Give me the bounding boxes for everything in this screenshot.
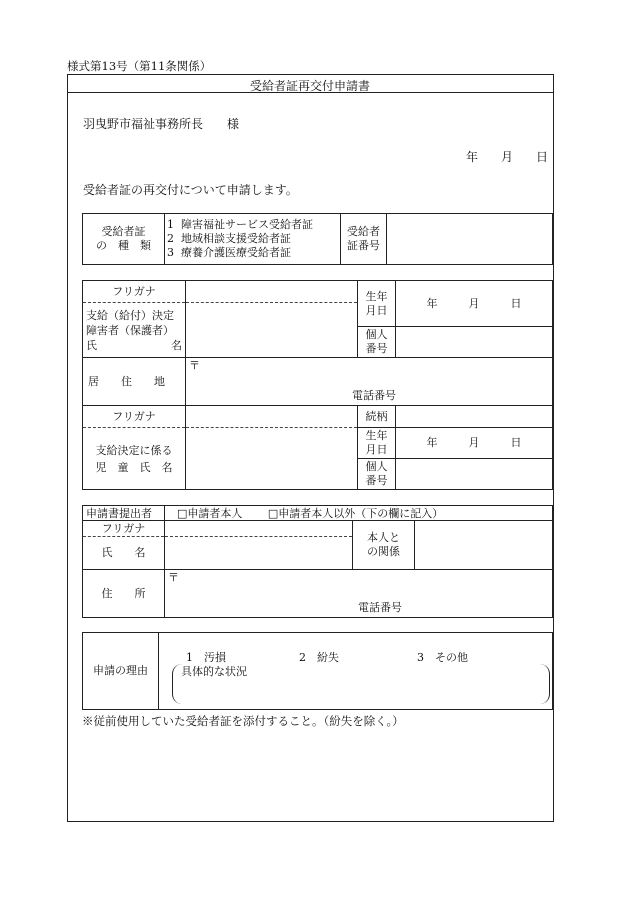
applicant-address-field[interactable] <box>186 358 553 406</box>
submitter-table <box>82 505 553 618</box>
applicant-birth-label-1: 生年 <box>365 289 388 303</box>
cert-type-options <box>165 214 341 265</box>
applicant-birth-year: 年 <box>426 296 438 310</box>
applicant-address-label-text: 居 住 地 <box>88 374 165 388</box>
submitter-furigana-field[interactable] <box>165 521 353 537</box>
submitter-relation-label-1: 本人と <box>367 531 400 544</box>
submitter-postal-mark: 〒 <box>168 571 179 584</box>
submitter-phone-label: 電話番号 <box>358 601 402 614</box>
child-birth-label-1: 生年 <box>365 429 388 442</box>
applicant-personal-no-label <box>358 327 396 358</box>
child-personal-no-label-1: 個人 <box>365 460 388 473</box>
submitter-furigana-label: フリガナ <box>83 521 165 537</box>
applicant-name-label-3a: 氏 <box>86 338 97 352</box>
applicant-table <box>82 280 553 490</box>
cert-type-table <box>82 213 553 265</box>
applicant-birth-label-2: 月日 <box>365 303 388 317</box>
reason-option-3[interactable]: 3 その他 <box>417 651 468 664</box>
cert-number-label <box>341 214 387 265</box>
form-title: 受給者証再交付申請書 <box>249 79 370 93</box>
reason-detail-label: 具体的な状況 <box>181 665 247 678</box>
attachment-note: ※従前使用していた受給者証を添付すること。（紛失を除く。） <box>82 714 404 728</box>
submitter-relation-field[interactable] <box>415 521 553 570</box>
applicant-name-label-3b: 名 <box>171 338 182 352</box>
child-name-label <box>83 428 186 490</box>
cert-number-label-1: 受給者 <box>347 225 380 238</box>
form-number: 様式第13号（第11条関係） <box>67 59 212 73</box>
submitter-option-self[interactable]: □申請者本人 <box>177 506 243 520</box>
applicant-name-label-1: 支給（給付）決定 <box>86 308 174 322</box>
reason-option-2[interactable]: 2 紛失 <box>299 651 339 664</box>
submitter-option-other[interactable]: □申請者本人以外（下の欄に記入） <box>267 506 444 520</box>
cert-type-label-1: 受給者証 <box>101 225 146 238</box>
date-month: 月 <box>500 150 513 164</box>
applicant-furigana-label: フリガナ <box>83 281 186 303</box>
child-furigana-label: フリガナ <box>83 406 186 428</box>
child-name-label-2: 児 童 氏 名 <box>95 460 173 474</box>
applicant-birth-field[interactable] <box>396 281 553 327</box>
date-year: 年 <box>466 150 479 164</box>
child-birth-label <box>358 428 396 459</box>
submitter-address-label: 住 所 <box>83 570 165 618</box>
child-personal-no-field[interactable] <box>396 459 553 490</box>
applicant-birth-label <box>358 281 396 327</box>
cert-option-1-label: 障害福祉サービス受給者証 <box>181 218 313 231</box>
applicant-birth-month: 月 <box>468 296 480 310</box>
addressee: 羽曳野市福祉事務所長 様 <box>83 117 240 131</box>
cert-option-2[interactable] <box>167 232 337 246</box>
cert-option-2-num: 2 <box>167 232 174 245</box>
submitter-address-field[interactable] <box>165 570 553 618</box>
applicant-personal-no-label-2: 番号 <box>365 342 388 355</box>
child-birth-day: 日 <box>510 436 522 449</box>
applicant-personal-no-label-1: 個人 <box>365 328 388 341</box>
child-name-field[interactable] <box>186 428 358 490</box>
cert-number-label-2: 証番号 <box>347 239 380 252</box>
child-birth-month: 月 <box>468 436 480 449</box>
cert-number-field[interactable] <box>387 214 553 265</box>
cert-option-1[interactable] <box>167 218 337 232</box>
submitter-name-field[interactable] <box>165 537 353 570</box>
submitter-relation-label <box>353 521 415 570</box>
child-birth-field[interactable] <box>396 428 553 459</box>
applicant-phone-label: 電話番号 <box>352 389 396 402</box>
applicant-furigana-field[interactable] <box>186 281 358 303</box>
applicant-birth-day: 日 <box>510 296 522 310</box>
cert-option-1-num: 1 <box>167 218 174 231</box>
cert-option-2-label: 地域相談支援受給者証 <box>181 232 291 245</box>
cert-option-3-label: 療養介護医療受給者証 <box>181 246 291 259</box>
child-birth-year: 年 <box>426 436 438 449</box>
applicant-personal-no-field[interactable] <box>396 327 553 358</box>
applicant-postal-mark: 〒 <box>189 359 200 372</box>
date-day: 日 <box>535 150 548 164</box>
intro-text: 受給者証の再交付について申請します。 <box>83 183 298 197</box>
cert-type-label-2: の 種 類 <box>96 239 151 252</box>
child-relation-label: 続柄 <box>358 406 396 428</box>
applicant-name-field[interactable] <box>186 303 358 358</box>
submitter-options <box>165 506 553 521</box>
submitter-name-label: 氏 名 <box>83 537 165 570</box>
applicant-name-label-2: 障害者（保護者） <box>86 323 174 337</box>
applicant-name-label <box>83 303 186 358</box>
child-personal-no-label <box>358 459 396 490</box>
child-furigana-field[interactable] <box>186 406 358 428</box>
child-personal-no-label-2: 番号 <box>365 474 388 487</box>
child-name-label-1: 支給決定に係る <box>95 443 173 457</box>
submitter-relation-label-2: の関係 <box>367 545 400 558</box>
cert-option-3[interactable] <box>167 246 337 260</box>
child-birth-label-2: 月日 <box>365 443 388 456</box>
cert-option-3-num: 3 <box>167 246 174 259</box>
applicant-address-label <box>83 358 186 406</box>
reason-label: 申請の理由 <box>83 633 159 710</box>
cert-type-label <box>83 214 165 265</box>
application-date <box>466 148 548 165</box>
submitter-label: 申請書提出者 <box>83 506 165 521</box>
reason-option-1[interactable]: 1 汚損 <box>186 651 226 664</box>
child-relation-field[interactable] <box>396 406 553 428</box>
